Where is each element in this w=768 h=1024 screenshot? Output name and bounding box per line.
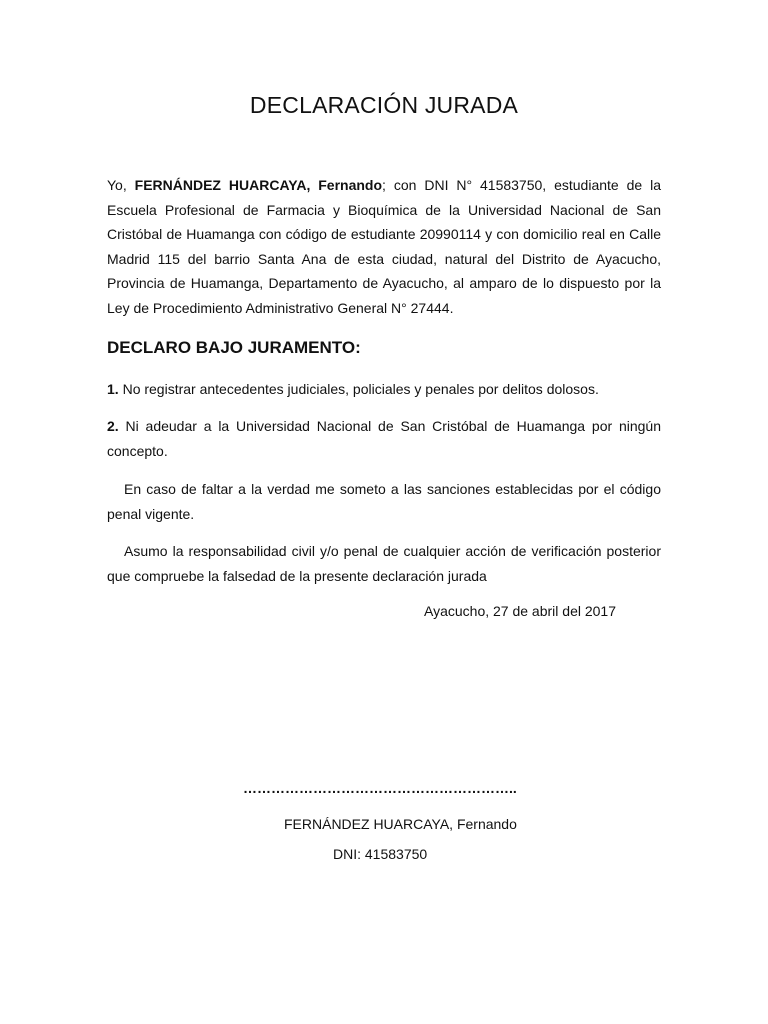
document-title: DECLARACIÓN JURADA	[249, 92, 519, 118]
signature-name: FERNÁNDEZ HUARCAYA, Fernando	[284, 816, 517, 832]
item-number: 1.	[107, 381, 119, 397]
intro-paragraph	[107, 173, 661, 320]
item-text: No registrar antecedentes judiciales, policiales y penales por delitos dolosos.	[118, 381, 599, 397]
declaration-item-2	[107, 414, 661, 463]
responsibility-paragraph: Asumo la responsabilidad civil y/o penal de cualquier acción de verificación posterior que compruebe la falsedad de la presente declaración jurada	[107, 543, 661, 584]
penalty-paragraph: En caso de faltar a la verdad me someto a las sanciones establecidas por el código penal vigente.	[107, 481, 661, 522]
intro-rest: ; con DNI N° 41583750, estudiante de la Escuela Profesional de Farmacia y Bioquímica de la Universidad Nacional de San Cristóbal de Huamanga con código de estudiante 20990114 y con domicilio real en Calle Madrid 115 del barrio Santa Ana de esta ciudad, natural del Distrito de Ayacucho, Provincia de Huamanga, Departamento de Ayacucho, al amparo de lo dispuesto por la Ley de Procedimiento Administrativo General N° 27444.	[107, 177, 662, 316]
item-text: Ni adeudar a la Universidad Nacional de San Cristóbal de Huamanga por ningún concepto.	[107, 418, 661, 459]
intro-prefix: Yo,	[107, 177, 135, 193]
document-date: Ayacucho, 27 de abril del 2017	[424, 603, 616, 619]
declarant-name: FERNÁNDEZ HUARCAYA, Fernando	[134, 177, 383, 193]
declaration-item-1	[107, 377, 661, 402]
signature-dni: DNI: 41583750	[333, 846, 428, 862]
signature-line: …………………………………………………..	[243, 780, 517, 796]
item-number: 2.	[107, 418, 119, 434]
declaration-heading: DECLARO BAJO JURAMENTO:	[107, 338, 361, 357]
